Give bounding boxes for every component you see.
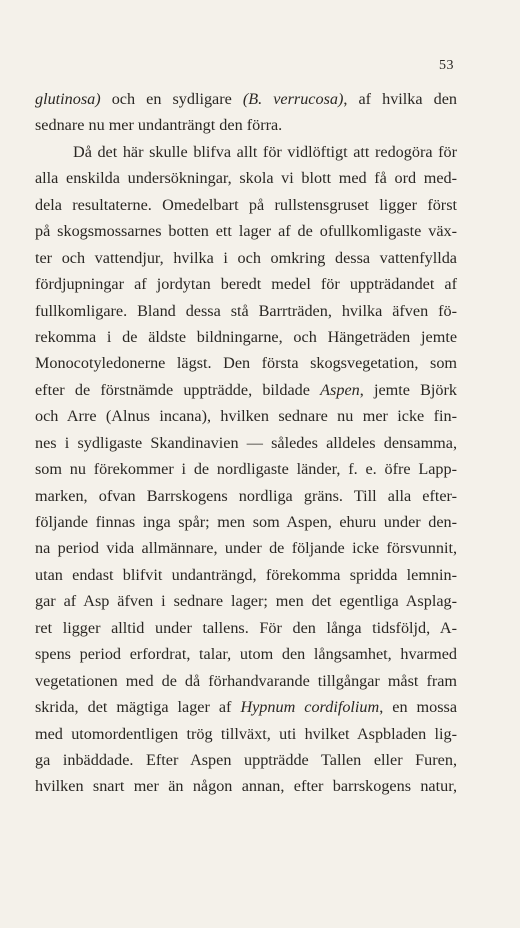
text-line <box>35 86 457 112</box>
text-run: med utomordentligen trög tillväxt, uti hvilket Aspbladen lig- <box>35 724 457 743</box>
text-line <box>35 430 457 456</box>
text-run: , af hvilka den <box>343 90 457 108</box>
text-run: fullkomligare. Bland dessa stå Barrträden, hvilka äfven fö- <box>35 301 457 320</box>
text-line <box>35 668 457 694</box>
text-line <box>35 165 457 191</box>
text-line <box>35 456 457 482</box>
text-run: , jemte Björk <box>359 380 458 399</box>
text-line <box>35 377 457 403</box>
text-line <box>35 271 457 297</box>
text-run: , en mossa <box>379 698 458 717</box>
text-run: Monocotyledonerne lägst. Den första skogsvegetation, som <box>35 354 457 373</box>
text-run: nes i sydligaste Skandinavien — således alldeles densamma, <box>35 433 457 452</box>
text-run: alla enskilda undersökningar, skola vi blott med få ord med- <box>35 169 457 188</box>
text-run: skrida, det mägtiga lager af <box>35 698 241 717</box>
text-line <box>35 112 457 138</box>
text-run: ga inbäddade. Efter Aspen uppträdde Tallen eller Furen, <box>35 750 457 769</box>
text-line <box>35 562 457 588</box>
text-run: ter och vattendjur, hvilka i och omkring dessa vattenfyllda <box>35 248 457 267</box>
italic-text: Hypnum cordifolium <box>240 698 380 717</box>
text-line <box>35 350 457 376</box>
text-line <box>35 588 457 614</box>
italic-text: Aspen <box>320 380 360 399</box>
text-run: och Arre (Alnus incana), hvilken sednare nu mer icke fin- <box>35 407 457 426</box>
text-run: marken, ofvan Barrskogens nordliga gräns. Till alla efter- <box>35 486 457 505</box>
text-line <box>35 139 457 165</box>
text-line <box>35 218 457 244</box>
text-line <box>35 403 457 429</box>
text-line <box>35 641 457 667</box>
text-run: utan endast blifvit undanträngd, förekomma spridda lemnin- <box>35 565 457 584</box>
text-run: spens period erfordrat, talar, utom den långsamhet, hvarmed <box>35 645 457 664</box>
text-run: Då det här skulle blifva allt för vidlöftigt att redogöra för <box>73 142 457 161</box>
body-text <box>35 86 457 800</box>
text-run: och en sydligare <box>100 90 243 108</box>
text-line <box>35 747 457 773</box>
text-run: sednare nu mer undanträngt den förra. <box>35 116 283 135</box>
text-run: vegetationen med de då förhandvarande tillgångar måst fram <box>35 671 457 690</box>
text-line <box>35 535 457 561</box>
text-line <box>35 298 457 324</box>
text-run: efter de förstnämde uppträdde, bildade <box>35 380 321 399</box>
text-line <box>35 245 457 271</box>
italic-text: (B. verrucosa) <box>242 90 344 108</box>
text-line <box>35 483 457 509</box>
text-run: gar af Asp äfven i sednare lager; men det egentliga Asplag- <box>35 592 457 611</box>
text-line <box>35 694 457 720</box>
text-line <box>35 615 457 641</box>
text-run: dela resultaterne. Omedelbart på rullstensgruset ligger först <box>35 195 457 214</box>
text-run: rekomma i de äldste bildningarne, och Hängeträden jemte <box>35 327 457 346</box>
page-number: 53 <box>439 58 454 73</box>
text-line <box>35 773 457 799</box>
text-run: na period vida allmännare, under de följande icke försvunnit, <box>35 539 457 558</box>
text-line <box>35 509 457 535</box>
text-run: fördjupningar af jordytan beredt medel för uppträdandet af <box>35 275 457 294</box>
text-run: som nu förekommer i de nordligaste länder, f. e. öfre Lapp- <box>35 460 457 479</box>
text-run: hvilken snart mer än någon annan, efter barrskogens natur, <box>35 777 457 796</box>
text-run: följande finnas inga spår; men som Aspen, ehuru under den- <box>35 513 457 531</box>
text-run: på skogsmossarnes botten ett lager af de ofullkomligaste väx- <box>35 222 457 241</box>
text-line <box>35 324 457 350</box>
text-run: ret ligger alltid under tallens. För den långa tidsföljd, A- <box>35 618 457 637</box>
text-line <box>35 192 457 218</box>
text-line <box>35 721 457 747</box>
italic-text: glutinosa) <box>35 90 101 108</box>
